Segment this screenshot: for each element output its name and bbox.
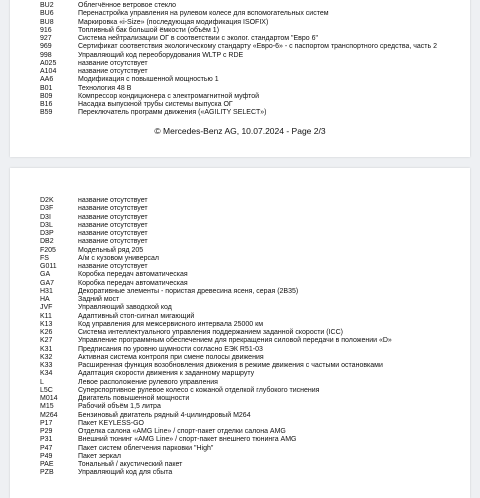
equipment-description: Задний мост [78, 296, 120, 303]
equipment-description: Бензиновый двигатель рядный 4-цилиндровый M264 [78, 411, 251, 419]
equipment-code: K13 [40, 320, 53, 328]
equipment-row [40, 370, 392, 378]
equipment-code: FS [40, 254, 49, 262]
equipment-description: Отделка салона «AMG Line» / спорт-пакет отделки салона AMG [78, 428, 286, 435]
equipment-row [40, 214, 392, 222]
equipment-code: K31 [40, 345, 53, 353]
equipment-description: название отсутствует [78, 205, 148, 213]
equipment-description: Внешний тюнинг «AMG Line» / спорт-пакет внешнего тюнинга AMG [78, 436, 297, 444]
equipment-description: Сертификат соответствия экологическому стандарту «Евро-6» - с паспортом транспортного средства, часть 2 [78, 43, 438, 51]
equipment-code: M014 [40, 395, 58, 402]
equipment-row [40, 296, 392, 304]
equipment-row [40, 403, 392, 411]
equipment-description: А/м с кузовом универсал [78, 254, 159, 262]
equipment-row [40, 362, 392, 370]
equipment-description: Адаптивный стоп-сигнал мигающий [78, 312, 195, 320]
equipment-description: Пакет систем облегчения парковки "High" [78, 444, 214, 452]
equipment-description: Облегчённое ветровое стекло [78, 2, 177, 9]
equipment-row [40, 222, 392, 230]
equipment-code: B09 [40, 92, 53, 100]
equipment-row [40, 445, 392, 453]
equipment-code: A025 [40, 59, 57, 67]
equipment-code: 969 [40, 43, 52, 51]
equipment-description: Рабочий объём 1,5 литра [78, 403, 161, 411]
equipment-row [40, 387, 392, 395]
equipment-code: P47 [40, 444, 53, 452]
equipment-code: A104 [40, 68, 57, 75]
equipment-code: D3I [40, 213, 51, 221]
equipment-code: D3P [40, 230, 54, 237]
equipment-description: Предписания по уровню шумности согласно ЕЭК R51-03 [78, 345, 263, 353]
equipment-row [40, 197, 392, 205]
page-footer: © Mercedes-Benz AG, 10.07.2024 - Page 2/3 [154, 126, 326, 136]
equipment-row [40, 304, 392, 312]
equipment-description: Адаптация скорости движения к заданному маршруту [78, 370, 255, 378]
equipment-code: 998 [40, 51, 52, 59]
equipment-row [40, 280, 392, 288]
equipment-description: Маркировка «i-Size» (последующая модификация ISOFIX) [78, 18, 269, 26]
equipment-code: B16 [40, 101, 53, 108]
equipment-description: Компрессор кондиционера с электромагнитной муфтой [78, 92, 260, 100]
equipment-description: Левое расположение рулевого управления [78, 378, 218, 386]
equipment-description: Перенастройка управления на рулевом колесе для вспомогательных систем [78, 10, 329, 18]
equipment-row [40, 255, 392, 263]
equipment-row [40, 230, 392, 238]
equipment-code: K26 [40, 329, 53, 336]
equipment-description: Насадка выпускной трубы системы выпуска ОГ [78, 101, 233, 108]
equipment-description: Активная система контроля при смене полосы движения [78, 353, 264, 361]
equipment-row [40, 412, 392, 420]
equipment-code: 916 [40, 26, 52, 34]
equipment-code: D3F [40, 205, 54, 213]
equipment-description: Коробка передач автоматическая [78, 271, 188, 279]
equipment-row [40, 461, 392, 469]
equipment-code-list [40, 2, 437, 118]
equipment-row [40, 10, 437, 18]
equipment-row [40, 101, 437, 109]
equipment-code: PAE [40, 461, 54, 468]
equipment-code: K33 [40, 362, 53, 369]
equipment-description: Суперспортивное рулевое колесо с кожаной отделкой глубокого тиснения [78, 386, 320, 394]
equipment-code: K11 [40, 312, 52, 320]
equipment-row [40, 27, 437, 35]
equipment-code: P49 [40, 452, 53, 460]
equipment-code: P17 [40, 419, 53, 427]
equipment-description: Тональный / акустический пакет [78, 461, 183, 468]
equipment-row [40, 469, 392, 477]
equipment-description: название отсутствует [78, 263, 148, 270]
equipment-code: PZB [40, 469, 54, 477]
equipment-row [40, 395, 392, 403]
equipment-code: H31 [40, 287, 53, 295]
equipment-description: Управляющий код для сбыта [78, 469, 173, 477]
equipment-row [40, 271, 392, 279]
equipment-code: GA7 [40, 279, 55, 287]
equipment-code: BU6 [40, 10, 54, 18]
equipment-code: K34 [40, 370, 53, 378]
equipment-description: Управляющий код переоборудования WLTP с RDE [78, 51, 244, 59]
equipment-code: K27 [40, 337, 53, 345]
equipment-code: BU8 [40, 18, 54, 26]
equipment-row [40, 288, 392, 296]
equipment-description: Управляющий заводской код [78, 304, 172, 312]
equipment-code: P31 [40, 436, 53, 444]
equipment-row [40, 354, 392, 362]
equipment-description: Декоративные элементы - пористая древесина ясеня, серая (2B35) [78, 287, 299, 295]
equipment-description: Система интеллектуального управления поддержанием заданной скорости (ICC) [78, 329, 343, 336]
equipment-row [40, 263, 392, 271]
equipment-description: Коробка передач автоматическая [78, 279, 188, 287]
equipment-row [40, 436, 392, 444]
equipment-row [40, 321, 392, 329]
equipment-code: GA [40, 271, 51, 279]
equipment-row [40, 337, 392, 345]
equipment-code-list [40, 197, 392, 478]
equipment-row [40, 60, 437, 68]
equipment-row [40, 420, 392, 428]
equipment-row [40, 2, 437, 10]
equipment-description: Код управления для межсервисного интервала 25000 км [78, 320, 264, 328]
equipment-row [40, 85, 437, 93]
equipment-row [40, 428, 392, 436]
equipment-description: Переключатель программ движения («AGILITY SELECT») [78, 109, 267, 117]
equipment-row [40, 43, 437, 51]
equipment-code: 927 [40, 35, 52, 42]
equipment-description: Управление программным обеспечением для прекращения силовой передачи в положении «D» [78, 337, 392, 345]
equipment-description: Двигатель повышенной мощности [78, 395, 190, 402]
equipment-description: Модельный ряд 205 [78, 246, 144, 254]
equipment-code: M264 [40, 411, 58, 419]
equipment-code: HA [40, 296, 50, 303]
equipment-description: название отсутствует [78, 230, 148, 237]
equipment-description: Модификация с повышенной мощностью 1 [78, 76, 219, 84]
equipment-row [40, 453, 392, 461]
equipment-code: L5C [40, 386, 53, 394]
equipment-row [40, 205, 392, 213]
equipment-code: F205 [40, 246, 56, 254]
equipment-description: название отсутствует [78, 213, 148, 221]
equipment-description: Пакет зеркал [78, 452, 121, 460]
equipment-code: D3L [40, 221, 53, 229]
equipment-description: название отсутствует [78, 238, 148, 246]
equipment-description: название отсутствует [78, 68, 148, 75]
equipment-description: название отсутствует [78, 221, 148, 229]
equipment-description: Система нейтрализации ОГ в соответствии с эколог. стандартом "Евро 6" [78, 35, 318, 42]
equipment-row [40, 346, 392, 354]
equipment-row [40, 35, 437, 43]
equipment-code: DB2 [40, 238, 54, 246]
equipment-code: B59 [40, 109, 53, 117]
equipment-description: название отсутствует [78, 197, 148, 204]
equipment-code: BU2 [40, 2, 54, 9]
equipment-row [40, 247, 392, 255]
equipment-code: D2K [40, 197, 54, 204]
equipment-description: Технология 48 В [78, 84, 132, 92]
equipment-row [40, 238, 392, 246]
equipment-code: K32 [40, 353, 53, 361]
document-page-3 [10, 168, 470, 498]
equipment-code: JVF [40, 304, 53, 312]
equipment-row [40, 76, 437, 84]
equipment-row [40, 19, 437, 27]
equipment-code: L [40, 378, 44, 386]
equipment-row [40, 313, 392, 321]
equipment-description: Топливный бак большой ёмкости (объём 1) [78, 26, 220, 34]
equipment-code: P29 [40, 428, 53, 435]
equipment-description: Пакет KEYLESS-GO [78, 419, 145, 427]
equipment-row [40, 109, 437, 117]
equipment-description: Расширенная функция возобновления движения в режиме движения с частыми остановками [78, 362, 383, 369]
document-page-2 [10, 0, 470, 157]
equipment-row [40, 52, 437, 60]
equipment-code: B01 [40, 84, 53, 92]
equipment-row [40, 379, 392, 387]
equipment-description: название отсутствует [78, 59, 148, 67]
equipment-row [40, 329, 392, 337]
equipment-code: G011 [40, 263, 57, 270]
equipment-row [40, 93, 437, 101]
equipment-row [40, 68, 437, 76]
equipment-code: M15 [40, 403, 54, 411]
equipment-code: AA6 [40, 76, 54, 84]
